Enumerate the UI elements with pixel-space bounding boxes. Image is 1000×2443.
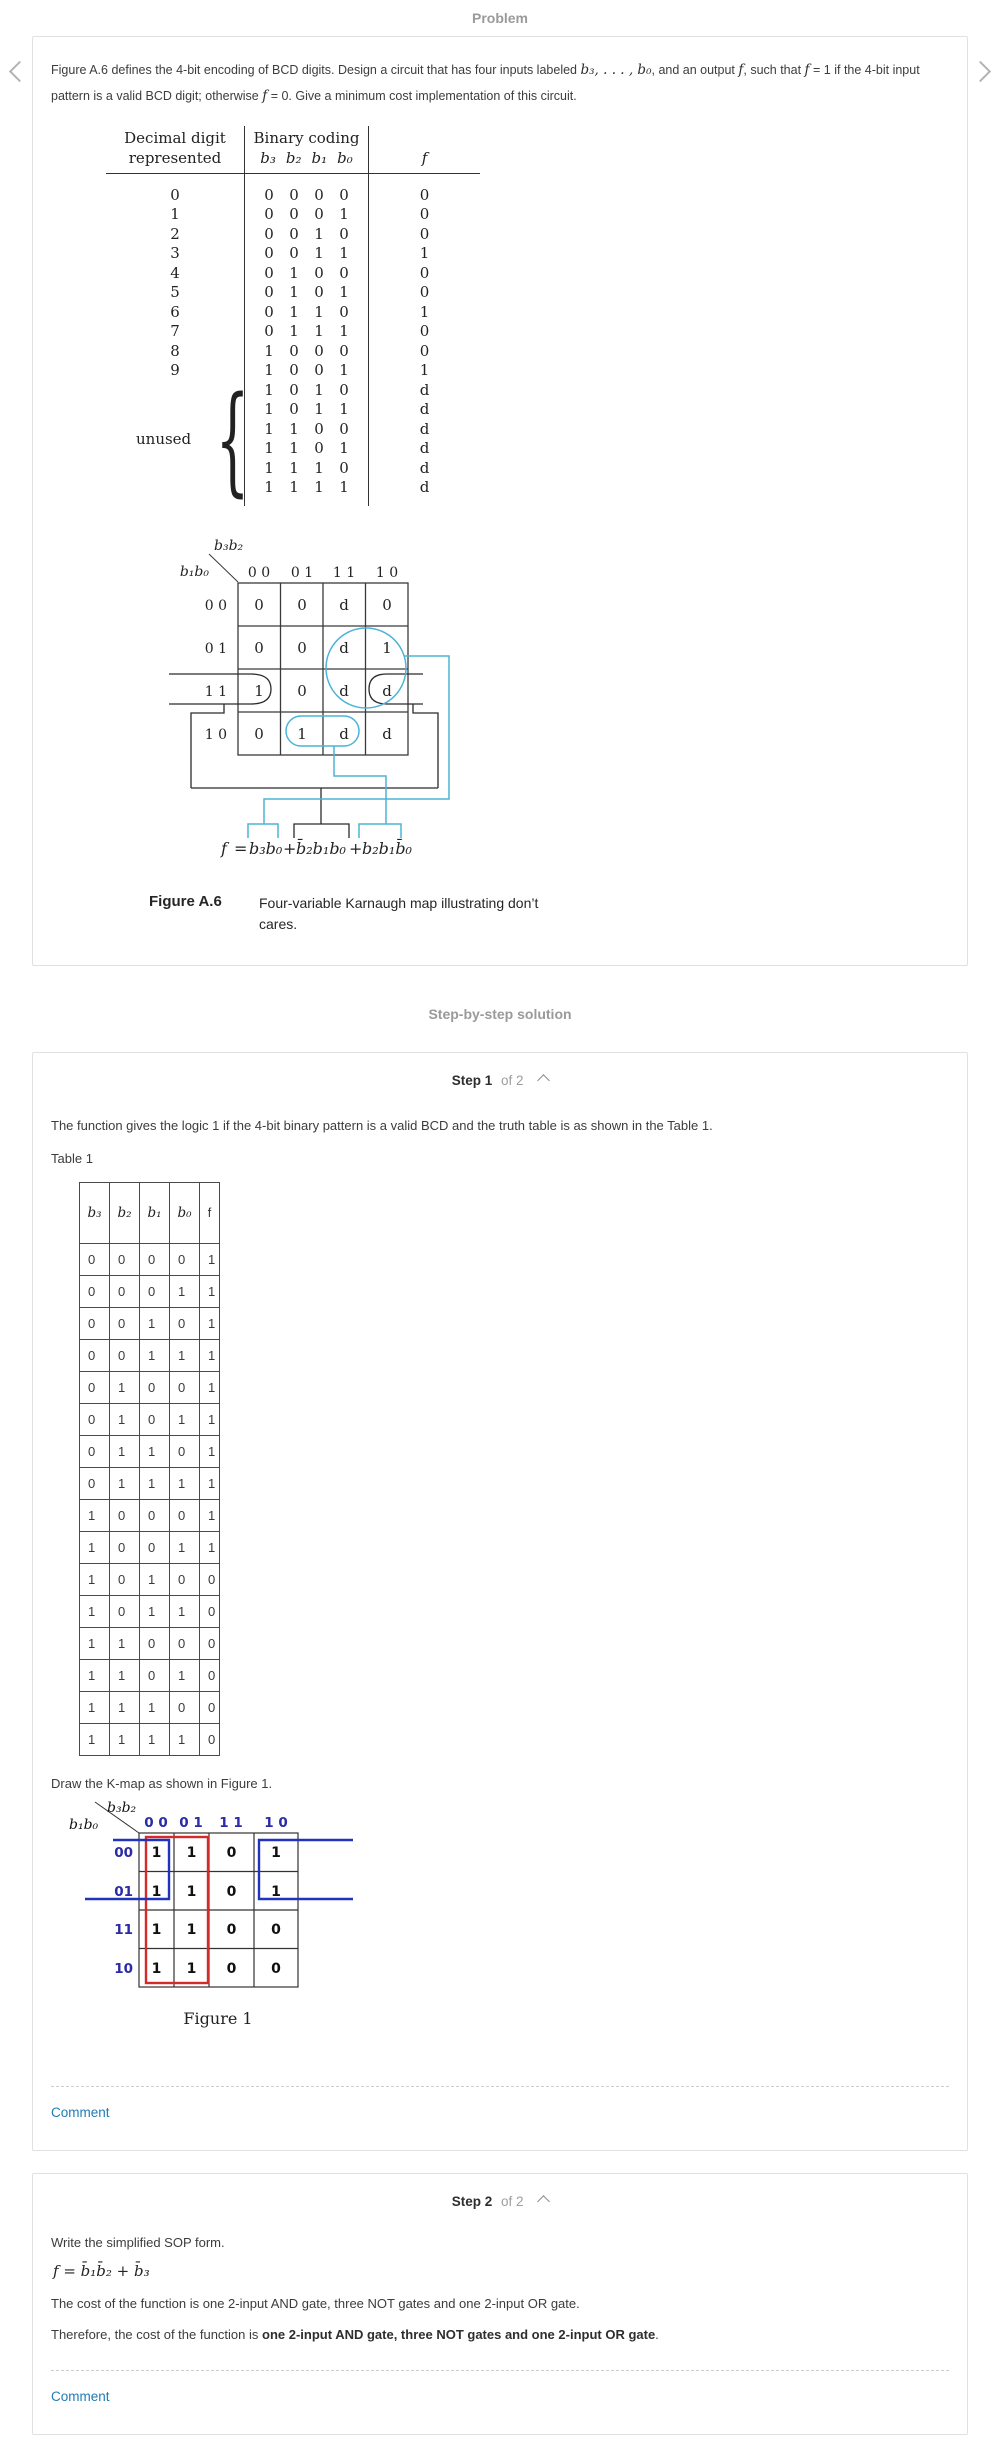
bcd-bits-cell: 0 0 1 1 bbox=[264, 244, 349, 263]
truth-table-header-row bbox=[80, 1182, 220, 1243]
problem-text-segment: , and an output bbox=[651, 63, 739, 77]
bcd-f-cell: 0 bbox=[419, 185, 430, 204]
figure1-cell: 1 bbox=[271, 1844, 281, 1861]
table-row: 1 0 0 0 1 bbox=[80, 1499, 220, 1531]
table-row: 0 1 0 0 1 bbox=[80, 1371, 220, 1403]
divider bbox=[51, 2086, 949, 2087]
bcd-f-cell: d bbox=[419, 458, 430, 477]
kmap-cell: d bbox=[382, 681, 392, 700]
kmap-cell: 0 bbox=[382, 595, 392, 614]
figure1-corner-b1b0: b₁b₀ bbox=[69, 1816, 99, 1833]
bcd-f-column bbox=[368, 126, 480, 506]
problem-heading: Problem bbox=[471, 10, 528, 26]
formula-plus: + bbox=[349, 838, 363, 858]
figure1-cell: 0 bbox=[226, 1921, 237, 1938]
problem-text-segment: Figure A.6 defines the 4-bit encoding of BCD digits. Design a circuit that has four inputs labeled bbox=[51, 63, 581, 77]
step2-card bbox=[32, 2173, 968, 2435]
bcd-encoding-table bbox=[106, 126, 480, 506]
bit-label-b1: b₁ bbox=[311, 148, 328, 167]
unused-label: unused bbox=[136, 429, 192, 448]
table-row: 0 0 0 1 1 bbox=[80, 1275, 220, 1307]
step-title: Step 1 bbox=[451, 1072, 493, 1088]
formula-lhs: f bbox=[221, 838, 227, 858]
formula-plus: + bbox=[283, 838, 297, 858]
divider bbox=[51, 2370, 949, 2371]
bit-label-b2: b₂ bbox=[285, 148, 302, 167]
solution-heading: Step-by-step solution bbox=[428, 1005, 572, 1022]
bcd-bits-cell: 0 1 0 1 bbox=[264, 283, 349, 302]
kmap-grid bbox=[209, 554, 408, 755]
figure1-row-label: 11 bbox=[114, 1921, 133, 1938]
truth-header-b3: b₃ bbox=[80, 1182, 110, 1243]
figure1-col-label: 0 1 bbox=[179, 1814, 203, 1831]
bcd-digit-cell: 3 bbox=[170, 244, 180, 263]
figure-a6-label: Figure A.6 bbox=[149, 892, 222, 910]
table-row: 1 1 1 1 0 bbox=[80, 1723, 220, 1755]
kmap-col-label: 0 1 bbox=[290, 564, 314, 581]
bcd-bits-cell: 0 0 1 0 bbox=[264, 224, 349, 243]
step-title: Step 2 bbox=[451, 2193, 493, 2209]
figure1-cell: 0 bbox=[271, 1921, 281, 1938]
bit-label-b0: b₀ bbox=[337, 148, 353, 167]
formula-term2: b̄₂b₁b₀ bbox=[296, 838, 346, 858]
figure1-cell: 0 bbox=[226, 1960, 237, 1977]
bcd-bits-cell: 1 1 0 1 bbox=[264, 439, 349, 458]
bcd-bits-cell: 1 0 0 1 bbox=[264, 361, 349, 380]
cost-conclusion: Therefore, the cost of the function is one 2-input AND gate, three NOT gates and one 2-input OR gate. bbox=[51, 2326, 659, 2342]
bcd-digit-cell: 7 bbox=[170, 322, 180, 341]
table-row: 1 0 0 1 1 bbox=[80, 1531, 220, 1563]
comment-link[interactable]: Comment bbox=[51, 2388, 110, 2404]
figure1-col-label: 1 1 bbox=[219, 1814, 243, 1831]
bcd-f-cell: 1 bbox=[419, 302, 430, 321]
bcd-header-decimal-1: Decimal digit bbox=[124, 128, 226, 147]
problem-text-segment: = 1 if the 4-bit input pattern is a valid BCD digit; otherwise bbox=[51, 63, 920, 104]
bcd-f-cell: d bbox=[419, 380, 430, 399]
bcd-bits-cell: 0 0 0 0 bbox=[264, 185, 349, 204]
figure1-cell: 0 bbox=[226, 1844, 237, 1861]
table-row: 1 1 0 0 0 bbox=[80, 1627, 220, 1659]
truth-header-f: f bbox=[200, 1182, 220, 1243]
problem-card bbox=[32, 36, 968, 966]
chevron-left-icon bbox=[9, 61, 30, 82]
bcd-bits-cell: 1 0 0 0 bbox=[264, 341, 349, 360]
bcd-f-cell: d bbox=[419, 439, 430, 458]
bcd-header-f: f bbox=[421, 148, 428, 167]
formula-term3: b₂b₁b̄₀ bbox=[362, 838, 412, 858]
kmap-cell: 0 bbox=[297, 681, 307, 700]
problem-text-segment: , such that bbox=[743, 63, 805, 77]
bcd-digit-cell: 4 bbox=[170, 263, 180, 282]
kmap-cell: d bbox=[339, 724, 349, 743]
bcd-f-cell: 0 bbox=[419, 341, 430, 360]
step1-header bbox=[51, 1069, 949, 1088]
bit-label-b3: b₃ bbox=[260, 148, 276, 167]
formula-term1: b₃b₀ bbox=[249, 838, 283, 858]
kmap-corner-b1b0: b₁b₀ bbox=[179, 563, 209, 580]
bcd-f-cell: d bbox=[419, 419, 430, 438]
step-count: of 2 bbox=[500, 2193, 524, 2209]
kmap-cell: 1 bbox=[382, 638, 392, 657]
kmap-col-label: 1 0 bbox=[375, 564, 399, 581]
step-count: of 2 bbox=[500, 1072, 524, 1088]
next-problem-button[interactable] bbox=[973, 64, 988, 79]
bcd-bit-labels bbox=[245, 148, 368, 168]
bcd-bits-cell: 1 1 0 0 bbox=[264, 419, 349, 438]
karnaugh-map-figure1 bbox=[61, 1799, 391, 2044]
figure1-cell: 1 bbox=[151, 1960, 162, 1977]
bcd-digit-cell: 8 bbox=[170, 341, 180, 360]
figure1-cell: 1 bbox=[151, 1883, 162, 1900]
math-f: f bbox=[262, 88, 268, 105]
bcd-f-cell: 0 bbox=[419, 224, 430, 243]
figure1-corner-b3b2: b₃b₂ bbox=[107, 1799, 137, 1816]
kmap-cell: 0 bbox=[254, 724, 264, 743]
figure1-col-label: 1 0 bbox=[264, 1814, 288, 1831]
kmap-cell: d bbox=[339, 681, 349, 700]
unused-rows-annotation bbox=[136, 369, 270, 508]
table-row: 0 1 0 1 1 bbox=[80, 1403, 220, 1435]
bcd-bits-cell: 0 1 1 1 bbox=[264, 322, 349, 341]
table-row: 0 0 0 0 1 bbox=[80, 1243, 220, 1275]
formula-eq: = bbox=[234, 838, 248, 858]
karnaugh-map-figure-a6 bbox=[101, 536, 561, 879]
bcd-digit-cell: 2 bbox=[170, 224, 180, 243]
figure1-cell: 1 bbox=[186, 1883, 197, 1900]
kmap-a6-svg bbox=[101, 536, 561, 874]
figure1-cell: 1 bbox=[186, 1844, 197, 1861]
kmap-cell: d bbox=[382, 724, 392, 743]
table-row: 1 0 1 1 0 bbox=[80, 1595, 220, 1627]
figure-a6-text: Four-variable Karnaugh map illustrating don’t cares. bbox=[259, 894, 539, 932]
bcd-f-cell: 0 bbox=[419, 322, 430, 341]
table-row: 0 1 1 1 1 bbox=[80, 1467, 220, 1499]
comment-link[interactable]: Comment bbox=[51, 2104, 110, 2120]
sop-instruction: Write the simplified SOP form. bbox=[51, 2234, 225, 2250]
figure1-cell: 0 bbox=[271, 1960, 281, 1977]
kmap-cell: 0 bbox=[297, 638, 307, 657]
bcd-digit-cell: 1 bbox=[170, 205, 180, 224]
truth-table bbox=[79, 1182, 220, 1756]
bcd-f-cell: 0 bbox=[419, 283, 430, 302]
kmap-col-label: 1 1 bbox=[332, 564, 356, 581]
previous-problem-button[interactable] bbox=[12, 64, 27, 79]
kmap-cell: d bbox=[339, 595, 349, 614]
figure1-cell: 1 bbox=[186, 1921, 197, 1938]
table-row: 0 1 1 0 1 bbox=[80, 1435, 220, 1467]
bcd-digit-cell: 9 bbox=[170, 361, 180, 380]
figure1-cell: 1 bbox=[151, 1921, 162, 1938]
bcd-header-binary: Binary coding bbox=[253, 128, 360, 147]
figure1-cell: 1 bbox=[186, 1960, 197, 1977]
step2-header bbox=[51, 2190, 949, 2209]
brace-icon: { bbox=[215, 369, 250, 508]
bcd-f-cell: d bbox=[419, 400, 430, 419]
bcd-bits-cell: 0 1 1 0 bbox=[264, 302, 349, 321]
truth-header-b1: b₁ bbox=[140, 1182, 170, 1243]
kmap-instruction: Draw the K-map as shown in Figure 1. bbox=[51, 1775, 273, 1791]
figure-a6-caption bbox=[149, 893, 949, 935]
table-row: 1 1 0 1 0 bbox=[80, 1659, 220, 1691]
bcd-digit-cell: 5 bbox=[170, 283, 180, 302]
bcd-bits-cell: 1 0 1 0 bbox=[264, 380, 349, 399]
kmap-row-label: 1 0 bbox=[204, 726, 227, 743]
kmap-row-label: 1 1 bbox=[204, 683, 227, 700]
kmap-cell: 0 bbox=[254, 638, 264, 657]
math-f: f bbox=[804, 62, 810, 78]
chevron-right-icon bbox=[970, 61, 991, 82]
bcd-digit-cell: 0 bbox=[170, 185, 180, 204]
figure1-row-label: 00 bbox=[114, 1844, 133, 1861]
problem-text-segment: = 0. Give a minimum cost implementation of this circuit. bbox=[267, 89, 577, 104]
bcd-f-cell: 0 bbox=[419, 205, 430, 224]
kmap-row-label: 0 0 bbox=[204, 597, 227, 614]
math-inputs: b₃, . . . , b₀ bbox=[580, 62, 652, 78]
table-row: 0 0 1 0 1 bbox=[80, 1307, 220, 1339]
kmap-cell: d bbox=[339, 638, 349, 657]
collapse-step-icon[interactable] bbox=[537, 1074, 550, 1087]
step1-paragraph: The function gives the logic 1 if the 4-bit binary pattern is a valid BCD and the truth table is as shown in the Table 1. bbox=[51, 1117, 713, 1133]
bcd-bits-cell: 1 1 1 0 bbox=[264, 458, 349, 477]
bcd-digit-cell: 6 bbox=[170, 302, 180, 321]
problem-statement bbox=[51, 57, 949, 110]
kmap-corner-b3b2: b₃b₂ bbox=[214, 537, 244, 554]
figure1-row-label: 01 bbox=[114, 1883, 133, 1900]
bcd-bits-cell: 0 0 0 1 bbox=[264, 205, 349, 224]
kmap-cell: 1 bbox=[297, 724, 307, 743]
table-row: 1 0 1 0 0 bbox=[80, 1563, 220, 1595]
bcd-bits-cell: 1 0 1 1 bbox=[264, 400, 349, 419]
kmap-cell: 0 bbox=[254, 595, 264, 614]
figure1-svg bbox=[61, 1799, 391, 2039]
step1-card bbox=[32, 1052, 968, 2151]
bcd-header-decimal-2: represented bbox=[128, 148, 222, 167]
figure1-cell: 1 bbox=[271, 1883, 281, 1900]
figure1-col-label: 0 0 bbox=[144, 1814, 168, 1831]
kmap-row-label: 0 1 bbox=[204, 640, 227, 657]
collapse-step-icon[interactable] bbox=[537, 2195, 550, 2208]
bcd-f-cell: 0 bbox=[419, 263, 430, 282]
truth-header-b0: b₀ bbox=[170, 1182, 200, 1243]
bcd-f-cell: d bbox=[419, 478, 430, 497]
kmap-cell: 1 bbox=[254, 681, 264, 700]
cost-bold: one 2-input AND gate, three NOT gates and one 2-input OR gate bbox=[262, 2326, 656, 2342]
figure1-caption: Figure 1 bbox=[183, 2008, 253, 2028]
figure1-row-label: 10 bbox=[114, 1960, 133, 1977]
kmap-cell: 0 bbox=[297, 595, 307, 614]
cost-statement: The cost of the function is one 2-input AND gate, three NOT gates and one 2-input OR gate. bbox=[51, 2295, 580, 2311]
bcd-f-cell: 1 bbox=[419, 244, 430, 263]
table1-label: Table 1 bbox=[51, 1150, 93, 1166]
bcd-f-cell: 1 bbox=[419, 361, 430, 380]
table-row: 1 1 1 0 0 bbox=[80, 1691, 220, 1723]
math-f: f bbox=[738, 62, 744, 78]
figure1-cell: 0 bbox=[226, 1883, 237, 1900]
kmap-col-label: 0 0 bbox=[247, 564, 271, 581]
table-row: 0 0 1 1 1 bbox=[80, 1339, 220, 1371]
sop-formula: f = b̄₁b̄₂ + b̄₃ bbox=[53, 2261, 150, 2280]
bcd-bits-cell: 0 1 0 0 bbox=[264, 263, 349, 282]
bcd-bits-cell: 1 1 1 1 bbox=[264, 478, 349, 497]
figure1-cell: 1 bbox=[151, 1844, 162, 1861]
truth-header-b2: b₂ bbox=[110, 1182, 140, 1243]
